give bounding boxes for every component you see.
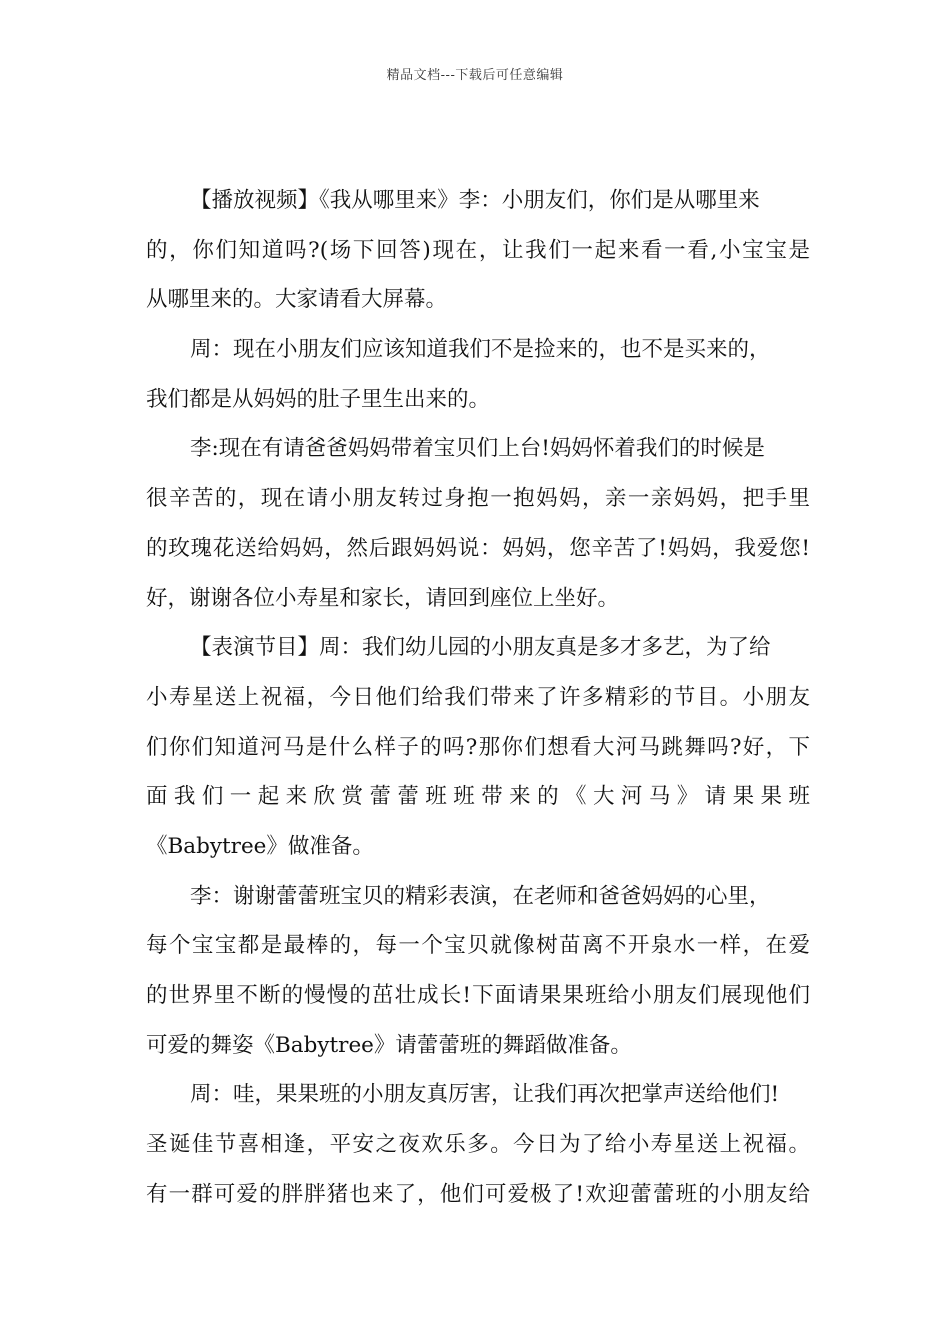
text-line: 【表演节目】周：我们幼儿园的小朋友真是多才多艺，为了给 — [190, 635, 771, 661]
text-line: 的玫瑰花送给妈妈，然后跟妈妈说：妈妈，您辛苦了!妈妈，我爱您! — [146, 535, 810, 561]
text-line: 小寿星送上祝福，今日他们给我们带来了许多精彩的节目。小朋友 — [146, 684, 810, 710]
text-line: 有一群可爱的胖胖猪也来了，他们可爱极了!欢迎蕾蕾班的小朋友给 — [146, 1181, 810, 1207]
text-line: 很辛苦的，现在请小朋友转过身抱一抱妈妈，亲一亲妈妈，把手里 — [146, 486, 810, 512]
text-line: 面我们一起来欣赏蕾蕾班班带来的《大河马》请果果班 — [146, 784, 810, 810]
text-line: 们你们知道河马是什么样子的吗?那你们想看大河马跳舞吗?好，下 — [146, 734, 810, 760]
text-line: 李：谢谢蕾蕾班宝贝的精彩表演，在老师和爸爸妈妈的心里， — [190, 883, 771, 909]
page-header: 精品文档---下载后可任意编辑 — [386, 68, 564, 83]
text-line: 好，谢谢各位小寿星和家长，请回到座位上坐好。 — [146, 585, 620, 611]
text-line: 的，你们知道吗?(场下回答)现在，让我们一起来看一看,小宝宝是 — [146, 237, 810, 263]
text-line: 每个宝宝都是最棒的，每一个宝贝就像树苗离不开泉水一样，在爱 — [146, 933, 810, 959]
document-body — [146, 176, 810, 1219]
text-line: 圣诞佳节喜相逢，平安之夜欢乐多。今日为了给小寿星送上祝福。 — [146, 1132, 810, 1158]
text-line: 周：现在小朋友们应该知道我们不是捡来的，也不是买来的， — [190, 337, 771, 363]
text-line: 我们都是从妈妈的肚子里生出来的。 — [146, 386, 491, 412]
text-line: 可爱的舞姿《Babytree》请蕾蕾班的舞蹈做准备。 — [146, 1032, 632, 1058]
text-line: 【播放视频】《我从哪里来》李：小朋友们，你们是从哪里来 — [190, 188, 760, 213]
text-line: 《Babytree》做准备。 — [146, 833, 374, 859]
text-line: 李:现在有请爸爸妈妈带着宝贝们上台!妈妈怀着我们的时候是 — [190, 436, 765, 462]
text-line: 周：哇，果果班的小朋友真厉害，让我们再次把掌声送给他们! — [190, 1082, 780, 1108]
text-line: 的世界里不断的慢慢的茁壮成长!下面请果果班给小朋友们展现他们 — [146, 983, 810, 1008]
text-line: 从哪里来的。大家请看大屏幕。 — [146, 287, 448, 313]
